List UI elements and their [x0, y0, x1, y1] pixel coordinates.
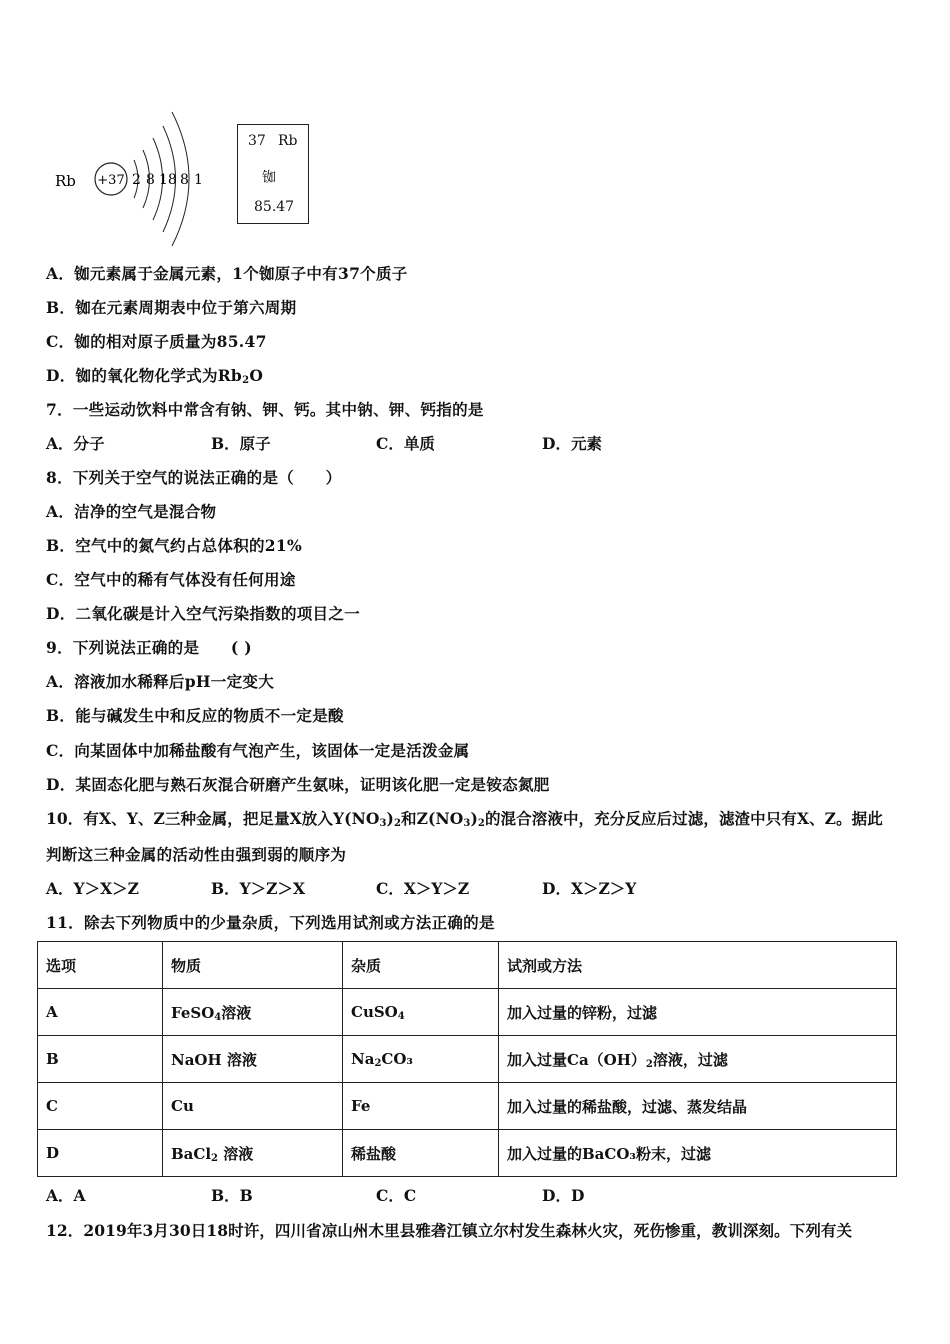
table-cell-option: B — [38, 1036, 163, 1083]
element-symbol: Rb — [278, 133, 298, 149]
shell-electrons-2: 8 — [146, 172, 155, 188]
q11-table — [37, 941, 897, 1177]
rb-atom-structure-diagram — [50, 100, 220, 250]
q10-stem-line2: 判断这三种金属的活动性由强到弱的顺序为 — [46, 845, 347, 864]
table-cell-method: 加入过量$Ca(OH)_2$溶液，过滤 — [499, 1036, 897, 1083]
q11-stem: 11．除去下列物质中的少量杂质，下列选用试剂或方法正确的是 — [46, 913, 495, 932]
q6-option-b: B．铷在元素周期表中位于第六周期 — [46, 298, 297, 317]
atom-symbol: Rb — [55, 172, 76, 190]
q8-option-a: A．洁净的空气是混合物 — [46, 502, 217, 521]
q9-option-b: B．能与碱发生中和反应的物质不一定是酸 — [46, 706, 344, 725]
q11-option-a: A．A — [46, 1186, 86, 1205]
table-cell-substance: FeSO$_4$溶液 — [163, 989, 343, 1036]
periodic-table-cell — [237, 124, 309, 224]
atomic-mass: 85.47 — [254, 199, 295, 215]
element-name: 铷 — [262, 170, 276, 186]
table-cell-substance: Cu — [163, 1083, 343, 1130]
q10-option-b: B．Y＞Z＞X — [211, 879, 306, 898]
q12-stem: 12．2019年3月30日18时许，四川省凉山州木里县雅砻江镇立尔村发生森林火灾，死伤惨重，教训深刻。下列有关 — [46, 1221, 853, 1240]
q8-option-c: C．空气中的稀有气体没有任何用途 — [46, 570, 296, 589]
atomic-number: 37 — [248, 133, 266, 149]
table-cell-method: 加入过量的稀盐酸，过滤、蒸发结晶 — [499, 1083, 897, 1130]
table-cell-impurity: Fe — [343, 1083, 499, 1130]
q10-option-d: D．X＞Z＞Y — [542, 879, 637, 898]
q9-option-c: C．向某固体中加稀盐酸有气泡产生，该固体一定是活泼金属 — [46, 741, 470, 760]
q9-option-d: D．某固态化肥与熟石灰混合研磨产生氨味，证明该化肥一定是铵态氮肥 — [46, 775, 550, 794]
table-cell-option: C — [38, 1083, 163, 1130]
q10-stem-line1: 10．有X、Y、Z三种金属，把足量X放入$Y(NO_3)_2$和$Z(NO_3)_2$的混合溶液中，充分反应后过滤，滤渣中只有X、Z。据此 — [46, 809, 883, 829]
table-row — [38, 1083, 897, 1130]
table-cell-impurity: 稀盐酸 — [343, 1130, 499, 1177]
table-cell-option: D — [38, 1130, 163, 1177]
table-cell-method: 加入过量的锌粉，过滤 — [499, 989, 897, 1036]
table-header-cell: 试剂或方法 — [499, 942, 897, 989]
q7-option-c: C．单质 — [376, 434, 435, 453]
table-cell-substance: NaOH 溶液 — [163, 1036, 343, 1083]
table-cell-impurity: CuSO$_4$ — [343, 989, 499, 1036]
table-row — [38, 1036, 897, 1083]
q6-option-c: C．铷的相对原子质量为85.47 — [46, 332, 267, 351]
q6-option-d: D．铷的氧化物化学式为$Rb_2O$ — [46, 366, 264, 386]
table-header-cell: 杂质 — [343, 942, 499, 989]
q11-option-c: C．C — [376, 1186, 417, 1205]
q11-option-b: B．B — [211, 1186, 253, 1205]
table-row — [38, 989, 897, 1036]
q9-option-a: A．溶液加水稀释后pH一定变大 — [46, 672, 275, 691]
q10-option-a: A．Y＞X＞Z — [46, 879, 139, 898]
q7-option-d: D．元素 — [542, 434, 602, 453]
q7-option-b: B．原子 — [211, 434, 271, 453]
shell-electrons-1: 2 — [132, 172, 141, 188]
q8-option-d: D．二氧化碳是计入空气污染指数的项目之一 — [46, 604, 360, 623]
q7-stem: 7．一些运动饮料中常含有钠、钾、钙。其中钠、钾、钙指的是 — [46, 400, 484, 419]
shell-electrons-4: 8 — [180, 172, 189, 188]
q6-option-a: A．铷元素属于金属元素，1个铷原子中有37个质子 — [46, 264, 408, 283]
table-cell-method: 加入过量的BaCO₃粉末，过滤 — [499, 1130, 897, 1177]
shell-electrons-5: 1 — [194, 172, 203, 188]
shell-electrons-3: 18 — [159, 172, 177, 188]
table-header-cell: 物质 — [163, 942, 343, 989]
table-cell-option: A — [38, 989, 163, 1036]
table-cell-impurity: $Na_2CO_3$ — [343, 1036, 499, 1083]
q9-stem: 9．下列说法正确的是 ( ) — [46, 638, 252, 657]
nucleus-charge: +37 — [97, 173, 125, 188]
table-header-row — [38, 942, 897, 989]
table-row — [38, 1130, 897, 1177]
q8-option-b: B．空气中的氮气约占总体积的21% — [46, 536, 302, 555]
table-header-cell: 选项 — [38, 942, 163, 989]
table-cell-substance: BaCl$_2$ 溶液 — [163, 1130, 343, 1177]
q7-option-a: A．分子 — [46, 434, 105, 453]
q8-stem: 8．下列关于空气的说法正确的是（ ） — [46, 468, 342, 487]
q10-option-c: C．X＞Y＞Z — [376, 879, 470, 898]
q11-option-d: D．D — [542, 1186, 585, 1205]
